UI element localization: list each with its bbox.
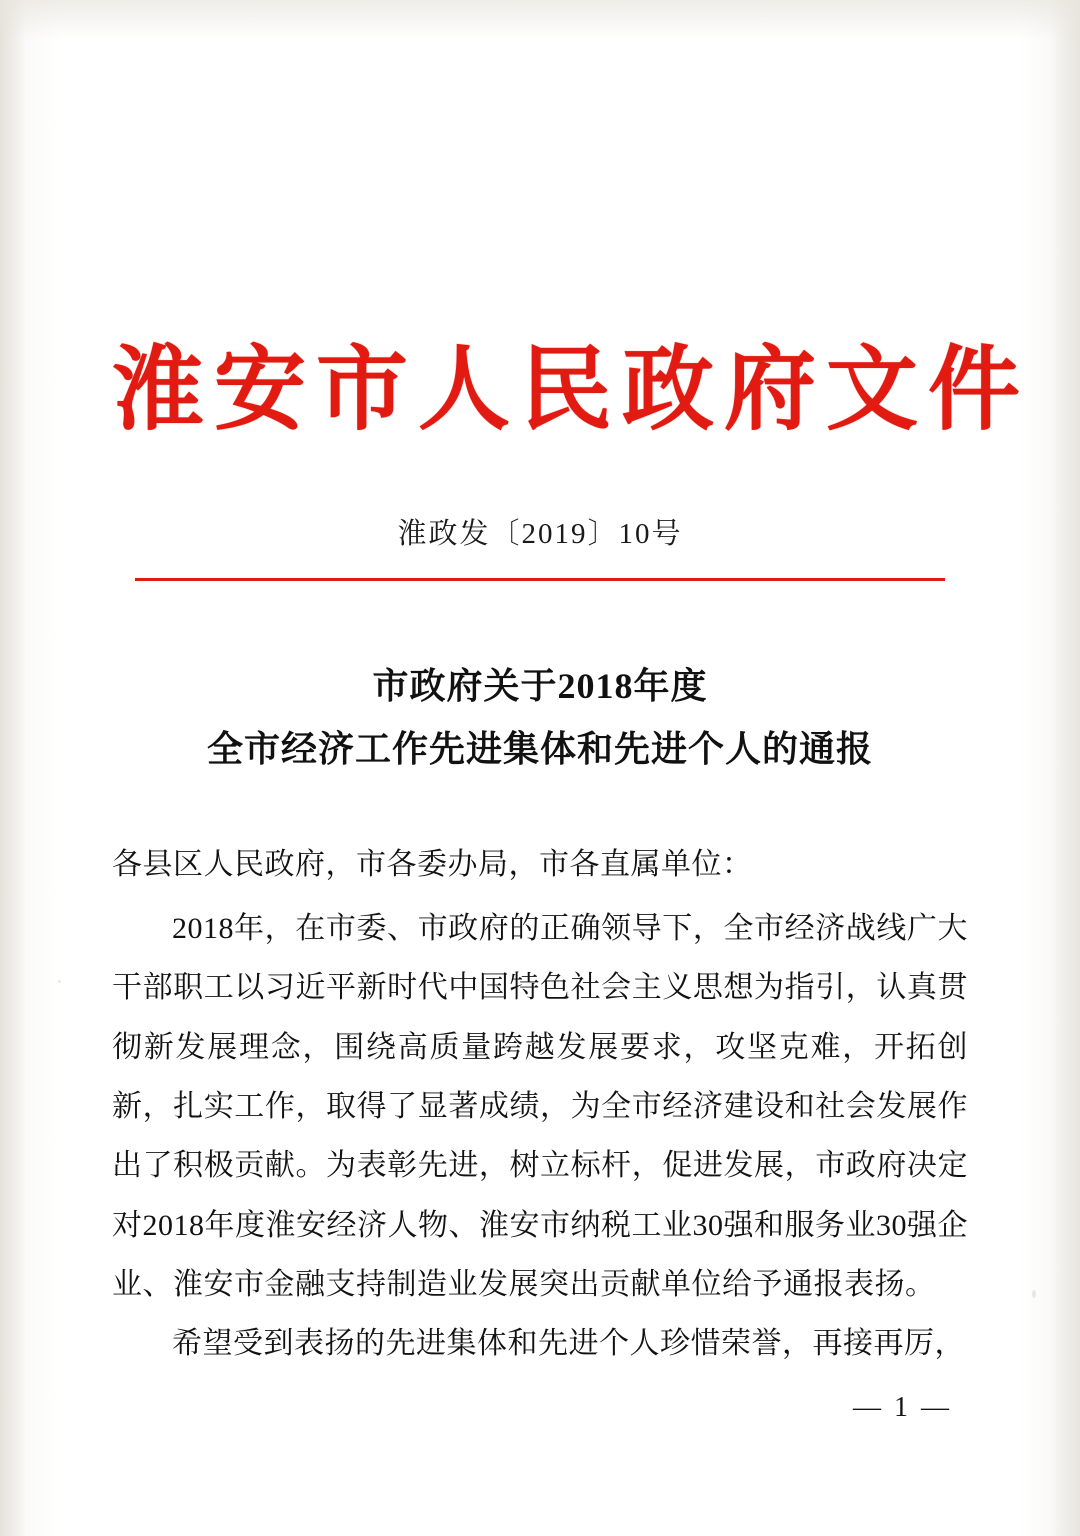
page-number: — 1 — <box>853 1392 952 1423</box>
page-title-line-2: 全市经济工作先进集体和先进个人的通报 <box>206 729 873 770</box>
red-horizontal-rule <box>135 578 945 581</box>
salutation: 各县区人民政府，市各委办局，市各直属单位： <box>112 848 753 882</box>
body-paragraph-2: 希望受到表扬的先进集体和先进个人珍惜荣誉，再接再厉， <box>172 1327 965 1361</box>
page-title <box>112 655 968 781</box>
document-body <box>112 835 968 1374</box>
body-paragraph-1: 2018年，在市委、市政府的正确领导下，全市经济战线广大干部职工以习近平新时代中国特色社会主义思想为指引，认真贯彻新发展理念，围绕高质量跨越发展要求，攻坚克难，开拓创新，扎实工作，取得了显著成绩，为全市经济建设和社会发展作出了积极贡献。为表彰先进，树立标杆，促进发展，市政府决定对2018年度淮安经济人物、淮安市纳税工业30强和服务业30强企业、淮安市金融支持制造业发展突出贡献单位给予通报表扬。 <box>112 911 968 1302</box>
document-number: 淮政发〔2019〕10号 <box>397 518 683 551</box>
page-title-line-1: 市政府关于2018年度 <box>372 666 708 707</box>
masthead-title: 淮安市人民政府文件 <box>112 335 1031 443</box>
